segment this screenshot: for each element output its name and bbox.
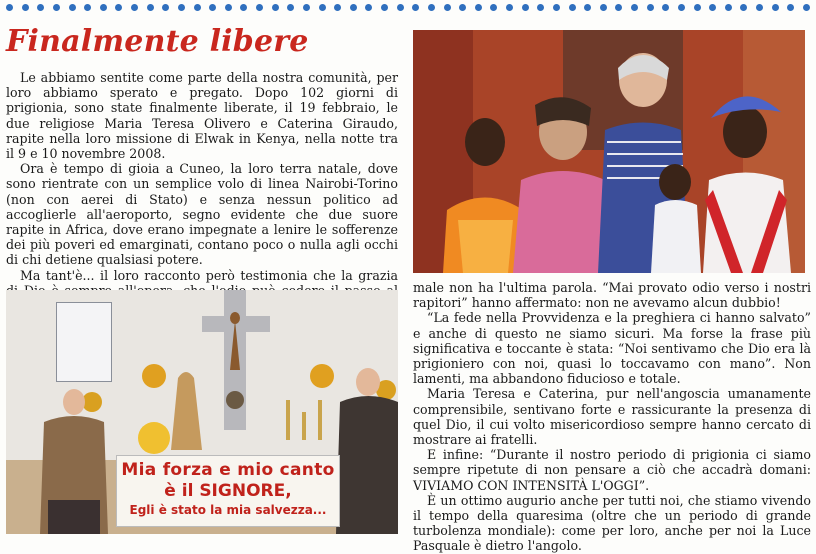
border-dot bbox=[787, 4, 794, 11]
paragraph: male non ha l'ultima parola. “Mai provato odio verso i nostri rapitori” hanno affermato: non ne avevamo alcun dubbio! bbox=[413, 280, 811, 311]
border-dot bbox=[506, 4, 513, 11]
border-dot bbox=[6, 4, 13, 11]
border-dot bbox=[225, 4, 232, 11]
border-dot bbox=[522, 4, 529, 11]
paragraph: Ma tant'è... il loro racconto però testimonia che la grazia bbox=[20, 267, 398, 283]
altar-banner bbox=[116, 455, 340, 527]
border-dot bbox=[740, 4, 747, 11]
border-dot bbox=[381, 4, 388, 11]
border-dot bbox=[22, 4, 29, 11]
border-dot bbox=[194, 4, 201, 11]
border-dot bbox=[803, 4, 810, 11]
left-column-text bbox=[6, 70, 398, 313]
border-dot bbox=[756, 4, 763, 11]
border-dot bbox=[350, 4, 357, 11]
banner-line-2: è il SIGNORE, bbox=[164, 481, 292, 501]
border-dot bbox=[334, 4, 341, 11]
border-dot bbox=[131, 4, 138, 11]
photo-church-interior bbox=[6, 290, 398, 534]
border-dot bbox=[647, 4, 654, 11]
border-dot bbox=[615, 4, 622, 11]
photo-group-portrait bbox=[413, 30, 805, 273]
border-dot bbox=[662, 4, 669, 11]
paragraph: E infine: “Durante il nostro periodo di prigionia ci siamo sempre ripetute di non pensare a ciò che accadrà domani: VIVIAMO CON INTENSITÀ L'OGGI”. bbox=[413, 447, 811, 493]
border-dot bbox=[256, 4, 263, 11]
paragraph: Le abbiamo sentite come parte della nostra comunità, per loro abbiamo sperato e pregato. Dopo 102 giorni di prigionia, sono state finalmente liberate, il 19 febbraio, le due religiose Maria Teresa Olivero e Caterina Giraudo, rapite nella loro missione di Elwak in Kenya, nella notte tra il 9 e 10 novembre 2008. bbox=[6, 70, 398, 162]
border-dot bbox=[272, 4, 279, 11]
border-dot bbox=[725, 4, 732, 11]
border-dot bbox=[162, 4, 169, 11]
paragraph: Maria Teresa e Caterina, pur nell'angoscia umanamente comprensibile, sentivano forte e rassicurante la presenza di quel Dio, il cui volto misericordioso sempre hanno cercato di mostrare ai fratelli. bbox=[413, 386, 811, 448]
border-dot bbox=[553, 4, 560, 11]
border-dot bbox=[631, 4, 638, 11]
border-dot bbox=[319, 4, 326, 11]
border-dot bbox=[209, 4, 216, 11]
border-dot bbox=[69, 4, 76, 11]
border-dot bbox=[365, 4, 372, 11]
border-dot bbox=[147, 4, 154, 11]
border-dot bbox=[37, 4, 44, 11]
border-dot bbox=[678, 4, 685, 11]
dotted-border bbox=[0, 0, 816, 14]
border-dot bbox=[178, 4, 185, 11]
border-dot bbox=[709, 4, 716, 11]
group-photo-illustration bbox=[413, 30, 805, 273]
border-dot bbox=[303, 4, 310, 11]
border-dot bbox=[287, 4, 294, 11]
banner-line-3: Egli è stato la mia salvezza... bbox=[129, 503, 327, 517]
border-dot bbox=[412, 4, 419, 11]
border-dot bbox=[537, 4, 544, 11]
article-title: Finalmente libere bbox=[6, 24, 309, 59]
border-dot bbox=[240, 4, 247, 11]
border-dot bbox=[100, 4, 107, 11]
border-dot bbox=[115, 4, 122, 11]
border-dot bbox=[397, 4, 404, 11]
border-dot bbox=[475, 4, 482, 11]
wall-plaque bbox=[56, 302, 112, 382]
paragraph: Ora è tempo di gioia a Cuneo, la loro terra natale, dove sono rientrate con un semplice volo di linea Nairobi-Torino (non con aerei di Stato) e senza nessun politico ad accoglierle all'aeroporto, segno evidente che due suore rapite in Africa, dove erano impegnate a lenire le sofferenze dei più poveri ed emarginati, contano poco o nulla agli occhi di chi detiene qualsiasi potere. bbox=[6, 161, 398, 268]
border-dot bbox=[584, 4, 591, 11]
banner-line-1: Mia forza e mio canto bbox=[121, 460, 335, 480]
border-dot bbox=[428, 4, 435, 11]
border-dot bbox=[772, 4, 779, 11]
border-dot bbox=[444, 4, 451, 11]
paragraph: “La fede nella Provvidenza e la preghiera ci hanno salvato” e anche di questo ne siamo sicuri. Ma forse la frase più significativa e toccante è stata: “Noi sentivamo che Dio era là prigioniero con noi, quasi lo toccavamo con mano”. Non lamenti, ma abbandono fiducioso e totale. bbox=[413, 310, 811, 387]
border-dot bbox=[490, 4, 497, 11]
border-dot bbox=[694, 4, 701, 11]
border-dot bbox=[600, 4, 607, 11]
border-dot bbox=[84, 4, 91, 11]
paragraph: È un ottimo augurio anche per tutti noi, che stiamo vivendo il tempo della quaresima (oltre che un periodo di grande turbolenza mondiale): come per loro, anche per noi la Luce Pasquale è dietro l'angolo. bbox=[413, 492, 811, 554]
border-dot bbox=[459, 4, 466, 11]
border-dot bbox=[53, 4, 60, 11]
border-dot bbox=[569, 4, 576, 11]
right-column-text bbox=[413, 280, 811, 554]
